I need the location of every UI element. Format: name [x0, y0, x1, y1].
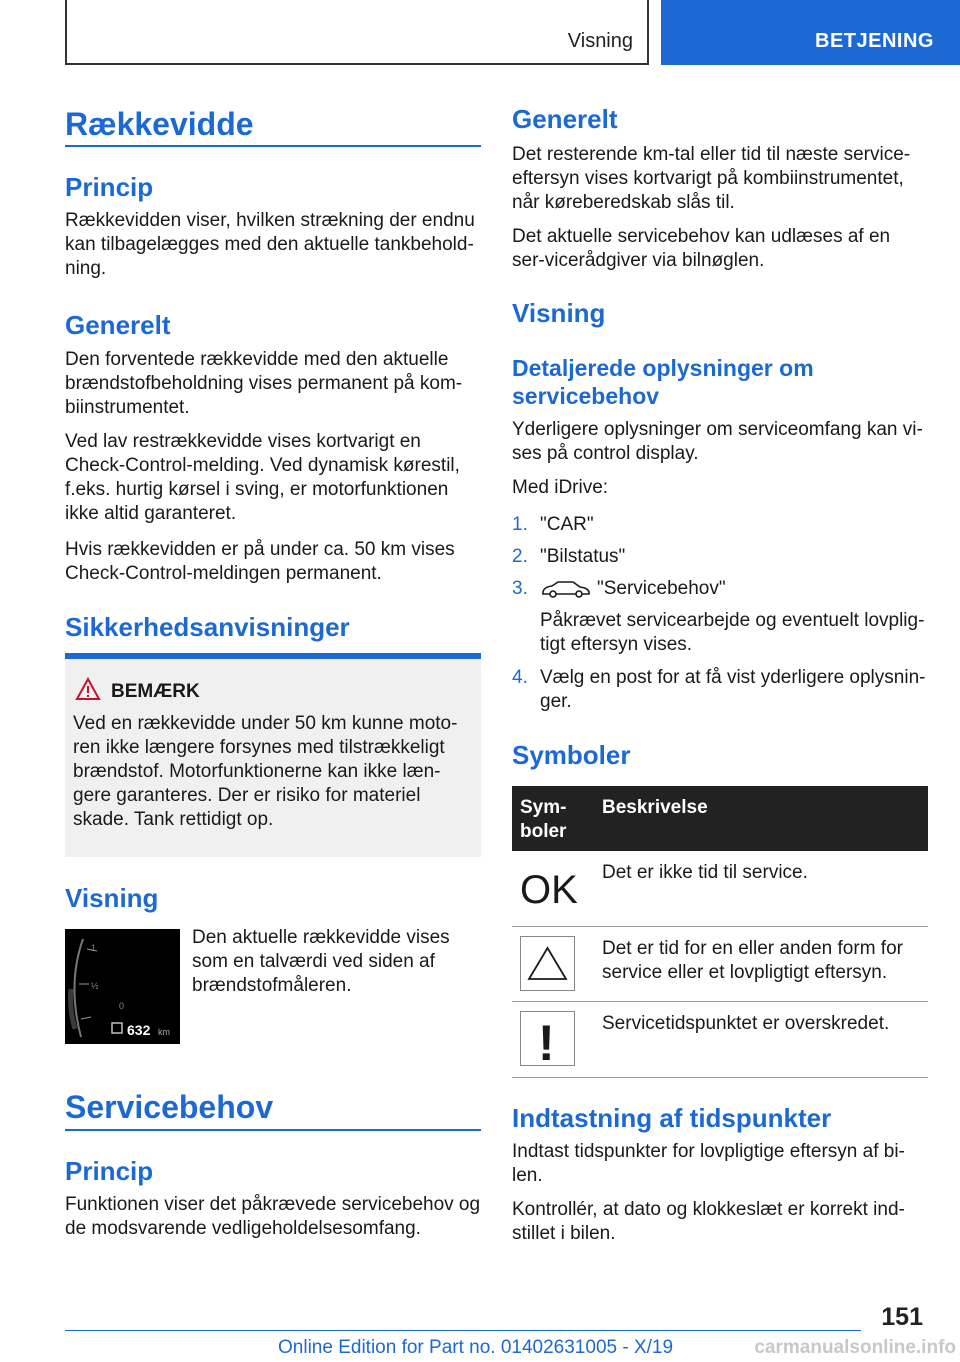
indtast-paragraph-1: Indtast tidspunkter for lovpligtige eftersyn af bi-len. — [512, 1141, 905, 1186]
step-4-text: Vælg en post for at få vist yderligere oplysnin-ger. — [540, 667, 926, 712]
generelt-right-paragraph-2: Det aktuelle servicebehov kan udlæses af en ser-vicerådgiver via bilnøglen. — [512, 226, 891, 271]
visning-heading-left: Visning — [65, 883, 159, 913]
footer-rule — [65, 1330, 861, 1331]
step-2-number: 2. — [512, 546, 528, 567]
service-princip-heading: Princip — [65, 1156, 154, 1186]
generelt-paragraph-3: Hvis rækkevidden er på under ca. 50 km vises Check-Control-meldingen permanent. — [65, 539, 455, 584]
ok-symbol-icon — [520, 867, 580, 907]
exclamation-icon — [521, 1012, 574, 1065]
step-3-text: "Servicebehov" — [597, 578, 726, 599]
visning-text-left: Den aktuelle rækkevidde vises som en talværdi ved siden af brændstofmåleren. — [192, 927, 450, 996]
gauge-tick-full: 1 — [91, 943, 97, 953]
step-3-number: 3. — [512, 578, 528, 599]
service-due-symbol — [520, 936, 575, 991]
watermark: carmanualsonline.info — [754, 1337, 956, 1358]
fuel-pump-icon — [112, 1023, 122, 1033]
step-1-text: "CAR" — [540, 514, 594, 535]
warning-triangle-icon — [75, 677, 101, 701]
section-tab — [65, 0, 649, 65]
symbol-table-header — [512, 786, 928, 851]
safety-heading: Sikkerhedsanvisninger — [65, 612, 350, 642]
step-2-text: "Bilstatus" — [540, 546, 626, 567]
notice-label: BEMÆRK — [111, 681, 200, 702]
generelt-paragraph-2: Ved lav restrækkevidde vises kortvarigt en Check-Control-melding. Ved dynamisk kørestil, f.eks. hurtig kørsel i sving, er motorfunktionen ikke altid garanteret. — [65, 431, 460, 524]
section-tab-label: Visning — [567, 30, 633, 52]
range-title: Rækkevidde — [65, 106, 254, 142]
service-overdue-symbol — [520, 1011, 575, 1066]
step-3 — [512, 577, 928, 657]
symboler-heading: Symboler — [512, 740, 631, 770]
chapter-tab-label: BETJENING — [815, 30, 934, 52]
princip-text: Rækkevidden viser, hvilken strækning der endnu kan tilbagelægges med den aktuelle tankbehold-ning. — [65, 210, 475, 279]
step-1-number: 1. — [512, 514, 528, 535]
table-row — [512, 1002, 928, 1078]
fuel-gauge-image — [65, 929, 180, 1044]
indtast-paragraph-2: Kontrollér, at dato og klokkeslæt er korrekt ind-stillet i bilen. — [512, 1199, 905, 1244]
idrive-label: Med iDrive: — [512, 477, 609, 498]
step-3-subtext: Påkrævet servicearbejde og eventuelt lovplig-tigt eftersyn vises. — [540, 610, 925, 655]
detail-heading: Detaljerede oplysninger om servicebehov — [512, 355, 814, 409]
row-due-description: Det er tid for en eller anden form for service eller et lovpligtigt eftersyn. — [602, 938, 903, 983]
exclamation-symbol-text: ! — [538, 1015, 555, 1065]
indtast-heading: Indtastning af tidspunkter — [512, 1103, 832, 1133]
ok-symbol-text: OK — [520, 868, 578, 907]
table-row — [512, 851, 928, 927]
description-column-header: Beskrivelse — [602, 797, 708, 818]
notice-text: Ved en rækkevidde under 50 km kunne moto-ren ikke længere forsynes med tilstrækkeligt brændstof. Motorfunktionerne kan ikke læn-gere garanteres. Der er risiko for materiel skade. Tank rettidigt op. — [73, 713, 458, 830]
service-title-rule — [65, 1129, 481, 1131]
gauge-tick-empty: 0 — [119, 1001, 125, 1011]
gauge-range-unit: km — [158, 1027, 170, 1037]
title-rule — [65, 145, 481, 147]
generelt-paragraph-1: Den forventede rækkevidde med den aktuelle brændstofbeholdning vises permanent på kom-biinstrumentet. — [65, 349, 463, 418]
visning-heading-right: Visning — [512, 298, 606, 328]
triangle-icon — [521, 937, 574, 990]
service-princip-text: Funktionen viser det påkrævede servicebehov og de modsvarende vedligeholdelsesomfang. — [65, 1194, 481, 1239]
row-ok-description: Det er ikke tid til service. — [602, 862, 808, 883]
gauge-tick-half: ½ — [91, 981, 99, 991]
notice-bar — [65, 653, 481, 659]
princip-heading: Princip — [65, 172, 154, 202]
chapter-tab — [661, 0, 960, 65]
notice-box — [65, 653, 481, 857]
page-number: 151 — [881, 1303, 923, 1331]
detail-text: Yderligere oplysninger om serviceomfang kan vi-ses på control display. — [512, 419, 923, 464]
car-service-icon — [540, 579, 592, 599]
step-4-number: 4. — [512, 667, 528, 688]
row-overdue-description: Servicetidspunktet er overskredet. — [602, 1013, 890, 1034]
symbols-column-header: Sym-boler — [520, 797, 567, 842]
edition-footer: Online Edition for Part no. 01402631005 - X/19 — [278, 1337, 674, 1358]
generelt-heading: Generelt — [65, 310, 171, 340]
generelt-heading-right: Generelt — [512, 104, 618, 134]
fuel-gauge-graphic — [65, 929, 180, 1044]
table-row — [512, 927, 928, 1002]
service-title: Servicebehov — [65, 1089, 274, 1125]
generelt-right-paragraph-1: Det resterende km-tal eller tid til næste service-eftersyn vises kortvarigt på kombiinstrumentet, når køreberedskab slås til. — [512, 144, 911, 213]
gauge-range-value: 632 — [127, 1022, 151, 1038]
